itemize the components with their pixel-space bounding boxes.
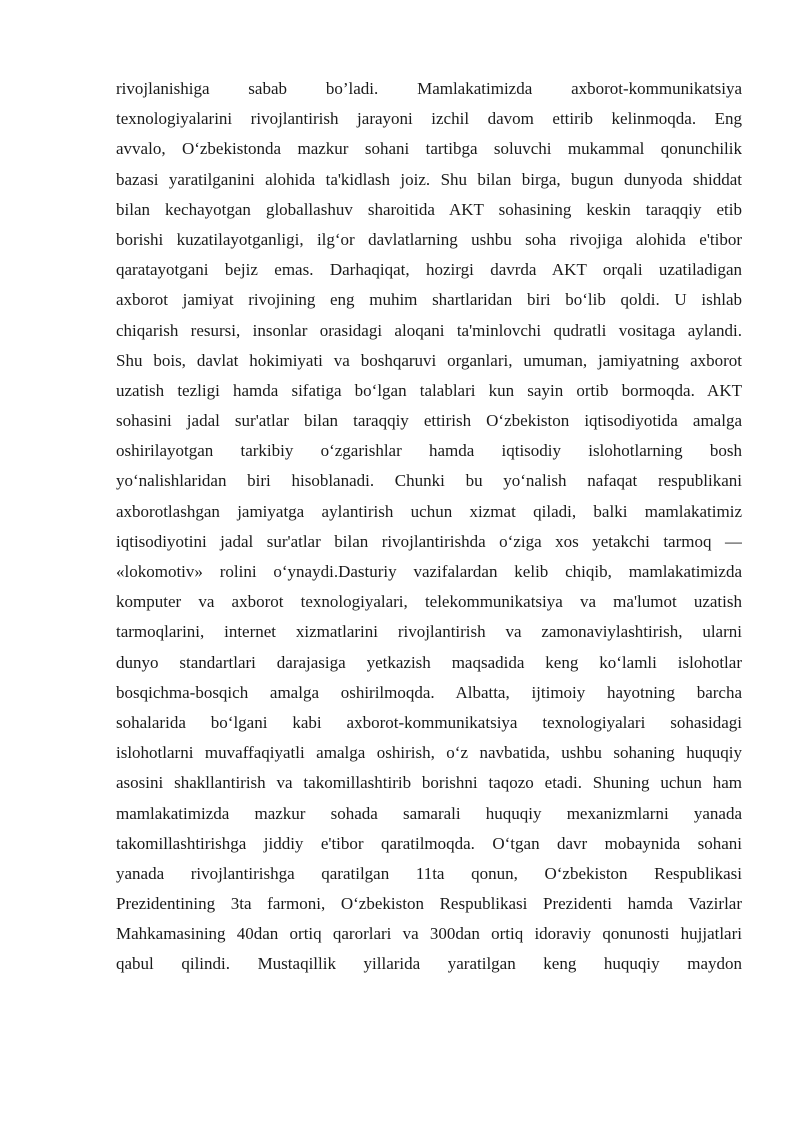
text-line: yo‘nalishlaridan biri hisoblanadi. Chunki bu yo‘nalish nafaqat respublikani (116, 471, 742, 491)
text-line: axborotlashgan jamiyatga aylantirish uchun xizmat qiladi, balki mamlakatimiz (116, 501, 742, 521)
text-line: iqtisodiyotini jadal sur'atlar bilan rivojlantirishda o‘ziga xos yetakchi tarmoq — (116, 531, 742, 551)
text-line: qaratayotgani bejiz emas. Darhaqiqat, hozirgi davrda AKT orqali uzatiladigan (116, 260, 742, 280)
text-line: qabul qilindi. Mustaqillik yillarida yaratilgan keng huquqiy maydon (116, 954, 742, 974)
text-line: komputer va axborot texnologiyalari, telekommunikatsiya va ma'lumot uzatish (116, 592, 742, 612)
text-line: islohotlarni muvaffaqiyatli amalga oshirish, o‘z navbatida, ushbu sohaning huquqiy (116, 743, 742, 763)
text-line: asosini shakllantirish va takomillashtirib borishni taqozo etadi. Shuning uchun ham (116, 773, 742, 793)
text-line: Shu bois, davlat hokimiyati va boshqaruvi organlari, umuman, jamiyatning axborot (116, 350, 742, 370)
text-line: bosqichma-bosqich amalga oshirilmoqda. Albatta, ijtimoiy hayotning barcha (116, 682, 742, 702)
text-line: axborot jamiyat rivojining eng muhim shartlaridan biri bo‘lib qoldi. U ishlab (116, 290, 742, 310)
text-line: uzatish tezligi hamda sifatiga bo‘lgan talablari kun sayin ortib bormoqda. AKT (116, 380, 742, 400)
text-line: Prezidentining 3ta farmoni, O‘zbekiston Respublikasi Prezidenti hamda Vazirlar (116, 894, 742, 914)
text-line: takomillashtirishga jiddiy e'tibor qaratilmoqda. O‘tgan davr mobaynida sohani (116, 833, 742, 853)
text-line: «lokomotiv» rolini o‘ynaydi.Dasturiy vazifalardan kelib chiqib, mamlakatimizda (116, 562, 742, 581)
text-line: bilan kechayotgan globallashuv sharoitida AKT sohasining keskin taraqqiy etib (116, 199, 742, 219)
text-line: texnologiyalarini rivojlantirish jarayoni izchil davom ettirib kelinmoqda. Eng (116, 109, 742, 129)
text-line: sohasini jadal sur'atlar bilan taraqqiy ettirish O‘zbekiston iqtisodiyotida amalga (116, 411, 742, 431)
text-line: dunyo standartlari darajasiga yetkazish maqsadida keng ko‘lamli islohotlar (116, 652, 742, 672)
body-text (116, 74, 742, 980)
text-line: Mahkamasining 40dan ortiq qarorlari va 300dan ortiq idoraviy qonunosti hujjatlari (116, 924, 742, 944)
text-line: oshirilayotgan tarkibiy o‘zgarishlar hamda iqtisodiy islohotlarning bosh (116, 441, 742, 461)
text-line: yanada rivojlantirishga qaratilgan 11ta qonun, O‘zbekiston Respublikasi (116, 863, 742, 883)
text-line: borishi kuzatilayotganligi, ilg‘or davlatlarning ushbu soha rivojiga alohida e'tibor (116, 229, 742, 249)
text-line: rivojlanishiga sabab bo’ladi. Mamlakatimizda axborot-kommunikatsiya (116, 79, 742, 98)
text-line: chiqarish resursi, insonlar orasidagi aloqani ta'minlovchi qudratli vositaga aylandi. (116, 320, 742, 340)
text-line: tarmoqlarini, internet xizmatlarini rivojlantirish va zamonaviylashtirish, ularni (116, 622, 742, 642)
text-line: sohalarida bo‘lgani kabi axborot-kommunikatsiya texnologiyalari sohasidagi (116, 712, 742, 732)
text-line: mamlakatimizda mazkur sohada samarali huquqiy mexanizmlarni yanada (116, 803, 742, 823)
text-line: avvalo, O‘zbekistonda mazkur sohani tartibga soluvchi mukammal qonunchilik (116, 139, 742, 159)
text-line: bazasi yaratilganini alohida ta'kidlash joiz. Shu bilan birga, bugun dunyoda shiddat (116, 169, 742, 189)
